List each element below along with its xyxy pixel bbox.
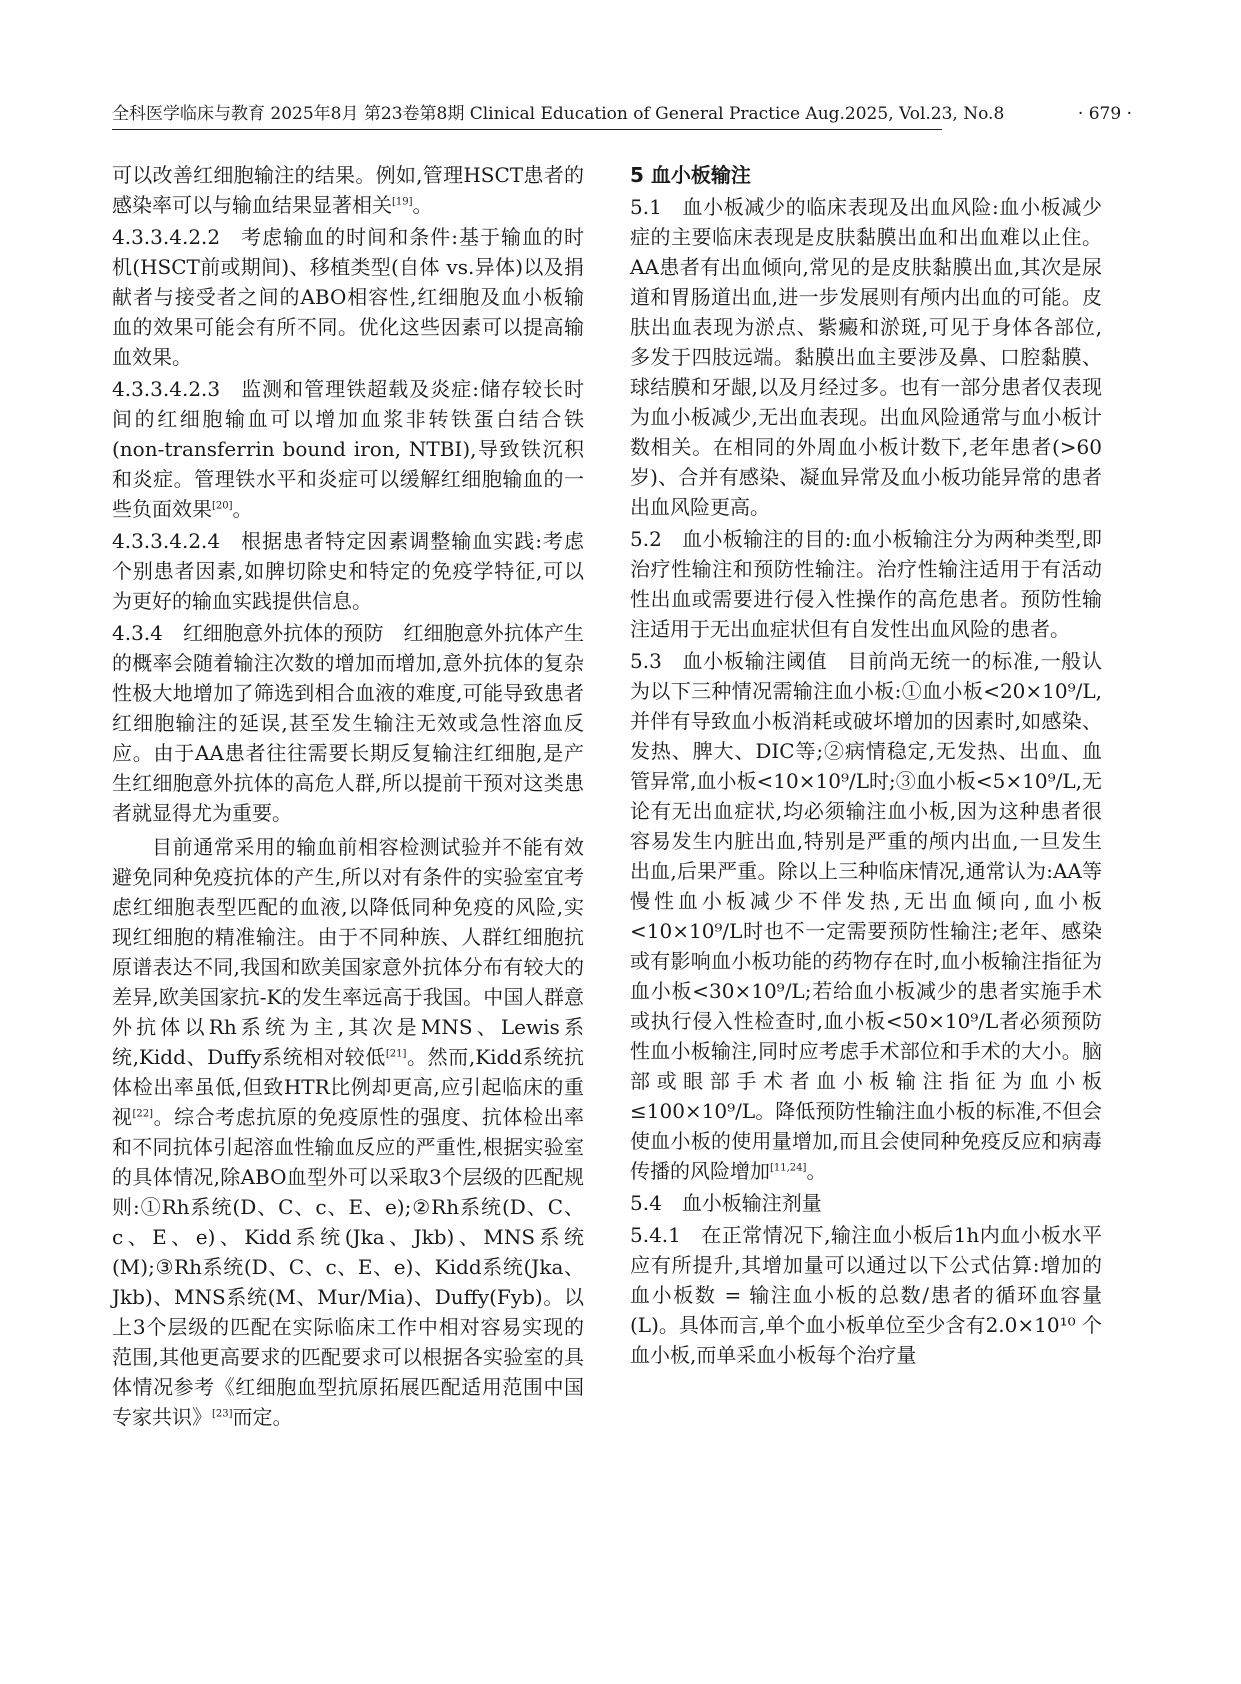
right-column <box>630 160 1102 1372</box>
paragraph-text: 监测和管理铁超载及炎症:储存较长时间的红细胞输血可以增加血浆非转铁蛋白结合铁(non-transferrin bound iron, NTBI),导致铁沉积和炎症。管理铁水平和炎症可以缓解红细胞输血的一些负面效果 <box>112 377 584 521</box>
section-heading-5: 5 血小板输注 <box>630 163 751 187</box>
paragraph-text: 在正常情况下,输注血小板后1h内血小板水平应有所提升,其增加量可以通过以下公式估算:增加的血小板数 = 输注血小板的总数/患者的循环血容量(L)。具体而言,单个血小板单位至少含有2.0×10¹⁰ 个血小板,而单采血小板每个治疗量 <box>630 1223 1102 1367</box>
paragraph-text: 考虑输血的时间和条件:基于输血的时机(HSCT前或期间)、移植类型(自体 vs.异体)以及捐献者与接受者之间的ABO相容性,红细胞及血小板输血的效果可能会有所不同。优化这些因素可以提高输血效果。 <box>112 225 584 369</box>
running-header <box>112 102 1132 130</box>
page-number: · 679 · <box>1077 104 1132 124</box>
section-5-2 <box>630 524 1102 644</box>
paragraph-text: 根据患者特定因素调整输血实践:考虑个别患者因素,如脾切除史和特定的免疫学特征,可以为更好的输血实践提供信息。 <box>112 529 584 613</box>
paragraph-text: 血小板输注的目的:血小板输注分为两种类型,即治疗性输注和预防性输注。治疗性输注适用于有活动性出血或需要进行侵入性操作的高危患者。预防性输注适用于无出血症状但有自发性出血风险的患者。 <box>630 527 1102 641</box>
paragraph-text: 目前尚无统一的标准,一般认为以下三种情况需输注血小板:①血小板<20×10⁹/L,并伴有导致血小板消耗或破坏增加的因素时,如感染、发热、脾大、DIC等;②病情稳定,无发热、出血、血管异常,血小板<10×10⁹/L时;③血小板<5×10⁹/L,无论有无出血症状,均必须输注血小板,因为这种患者很容易发生内脏出血,特别是严重的颅内出血,一旦发生出血,后果严重。除以上三种临床情况,通常认为:AA等慢性血小板减少不伴发热,无出血倾向,血小板<10×10⁹/L时也不一定需要预防性输注;老年、感染或有影响血小板功能的药物存在时,血小板输注指征为血小板<30×10⁹/L;若给血小板减少的患者实施手术或执行侵入性检查时,血小板<50×10⁹/L者必须预防性血小板输注,同时应考虑手术部位和手术的大小。脑部或眼部手术者血小板输注指征为血小板≤100×10⁹/L。降低预防性输注血小板的标准,不但会使血小板的使用量增加,而且会使同种免疫反应和病毒传播的风险增加 <box>630 649 1102 1183</box>
section-title: 血小板输注阈值 <box>681 649 828 673</box>
section-number: 5.2 <box>630 527 662 551</box>
paragraph-text: 红细胞意外抗体产生的概率会随着输注次数的增加而增加,意外抗体的复杂性极大地增加了筛选到相合血液的难度,可能导致患者红细胞输注的延误,甚至发生输注无效或急性溶血反应。由于AA患者往往需要长期反复输注红细胞,是产生红细胞意外抗体的高危人群,所以提前干预对这类患者就显得尤为重要。 <box>112 621 585 825</box>
paragraph-text: 。然而,Kidd系统抗体检出率虽低,但致HTR比例却更高,应引起临床的重视 <box>112 1045 584 1129</box>
section-title: 血小板输注剂量 <box>681 1191 822 1215</box>
header-rule <box>112 129 942 130</box>
left-column <box>112 160 584 1434</box>
paragraph-text: 。 <box>232 497 253 521</box>
journal-running-title: 全科医学临床与教育 2025年8月 第23卷第8期 Clinical Education of General Practice Aug.2025, Vol.23, No.8 <box>112 104 1005 124</box>
section-number: 5.3 <box>630 649 662 673</box>
section-number: 5.4.1 <box>630 1223 681 1247</box>
citation-11-24: [11,24] <box>770 1162 807 1174</box>
section-4-3-3-4-2-2 <box>112 222 584 372</box>
section-number: 4.3.4 <box>112 621 163 645</box>
paragraph-text: 可以改善红细胞输注的结果。例如,管理HSCT患者的感染率可以与输血结果显著相关 <box>112 163 584 217</box>
section-4-3-3-4-2-4 <box>112 526 584 616</box>
section-5-4-1 <box>630 1220 1102 1370</box>
section-5-1 <box>630 192 1102 522</box>
paragraph-text: 血小板减少的临床表现及出血风险:血小板减少症的主要临床表现是皮肤黏膜出血和出血难以止住。AA患者有出血倾向,常见的是皮肤黏膜出血,其次是尿道和胃肠道出血,进一步发展则有颅内出血的可能。皮肤出血表现为淤点、紫癜和淤斑,可见于身体各部位,多发于四肢远端。黏膜出血主要涉及鼻、口腔黏膜、球结膜和牙龈,以及月经过多。也有一部分患者仅表现为血小板减少,无出血表现。出血风险通常与血小板计数相关。在相同的外周血小板计数下,老年患者(>60岁)、合并有感染、凝血异常及血小板功能异常的患者出血风险更高。 <box>630 195 1102 519</box>
citation-23: [23] <box>212 1408 233 1420</box>
paragraph-text: 。 <box>412 193 433 217</box>
paragraph-compatibility-testing <box>112 832 584 1432</box>
section-4-3-4 <box>112 618 584 828</box>
section-5-4 <box>630 1188 1102 1218</box>
section-number: 5.1 <box>630 195 662 219</box>
citation-19: [19] <box>392 196 413 208</box>
paragraph-text: 目前通常采用的输血前相容检测试验并不能有效避免同种免疫抗体的产生,所以对有条件的实验室宜考虑红细胞表型匹配的血液,以降低同种免疫的风险,实现红细胞的精准输注。由于不同种族、人群红细胞抗原谱表达不同,我国和欧美国家意外抗体分布有较大的差异,欧美国家抗-K的发生率远高于我国。中国人群意外抗体以Rh系统为主,其次是MNS、Lewis系统,Kidd、Duffy系统相对较低 <box>112 835 584 1069</box>
paragraph-text: 。 <box>806 1159 827 1183</box>
section-number: 4.3.3.4.2.4 <box>112 529 221 553</box>
citation-22: [22] <box>132 1108 154 1120</box>
section-5-3 <box>630 646 1102 1186</box>
section-4-3-3-4-2-3 <box>112 374 584 524</box>
paragraph-hsct-infection <box>112 160 584 220</box>
citation-20: [20] <box>212 500 233 512</box>
section-number: 4.3.3.4.2.3 <box>112 377 221 401</box>
citation-21: [21] <box>385 1048 407 1060</box>
section-number: 4.3.3.4.2.2 <box>112 225 221 249</box>
section-title: 红细胞意外抗体的预防 <box>182 621 384 645</box>
section-number: 5.4 <box>630 1191 662 1215</box>
paragraph-text: 。综合考虑抗原的免疫原性的强度、抗体检出率和不同抗体引起溶血性输血反应的严重性,根据实验室的具体情况,除ABO血型外可以采取3个层级的匹配规则:①Rh系统(D、C、c、E、e);②Rh系统(D、C、c、E、e)、Kidd系统(Jka、Jkb)、MNS系统(M);③Rh系统(D、C、c、E、e)、Kidd系统(Jka、Jkb)、MNS系统(M、Mur/Mia)、Duffy(Fyb)。以上3个层级的匹配在实际临床工作中相对容易实现的范围,其他更高要求的匹配要求可以根据各实验室的具体情况参考《红细胞血型抗原拓展匹配适用范围中国专家共识》 <box>112 1105 585 1429</box>
paragraph-text: 而定。 <box>232 1405 293 1429</box>
